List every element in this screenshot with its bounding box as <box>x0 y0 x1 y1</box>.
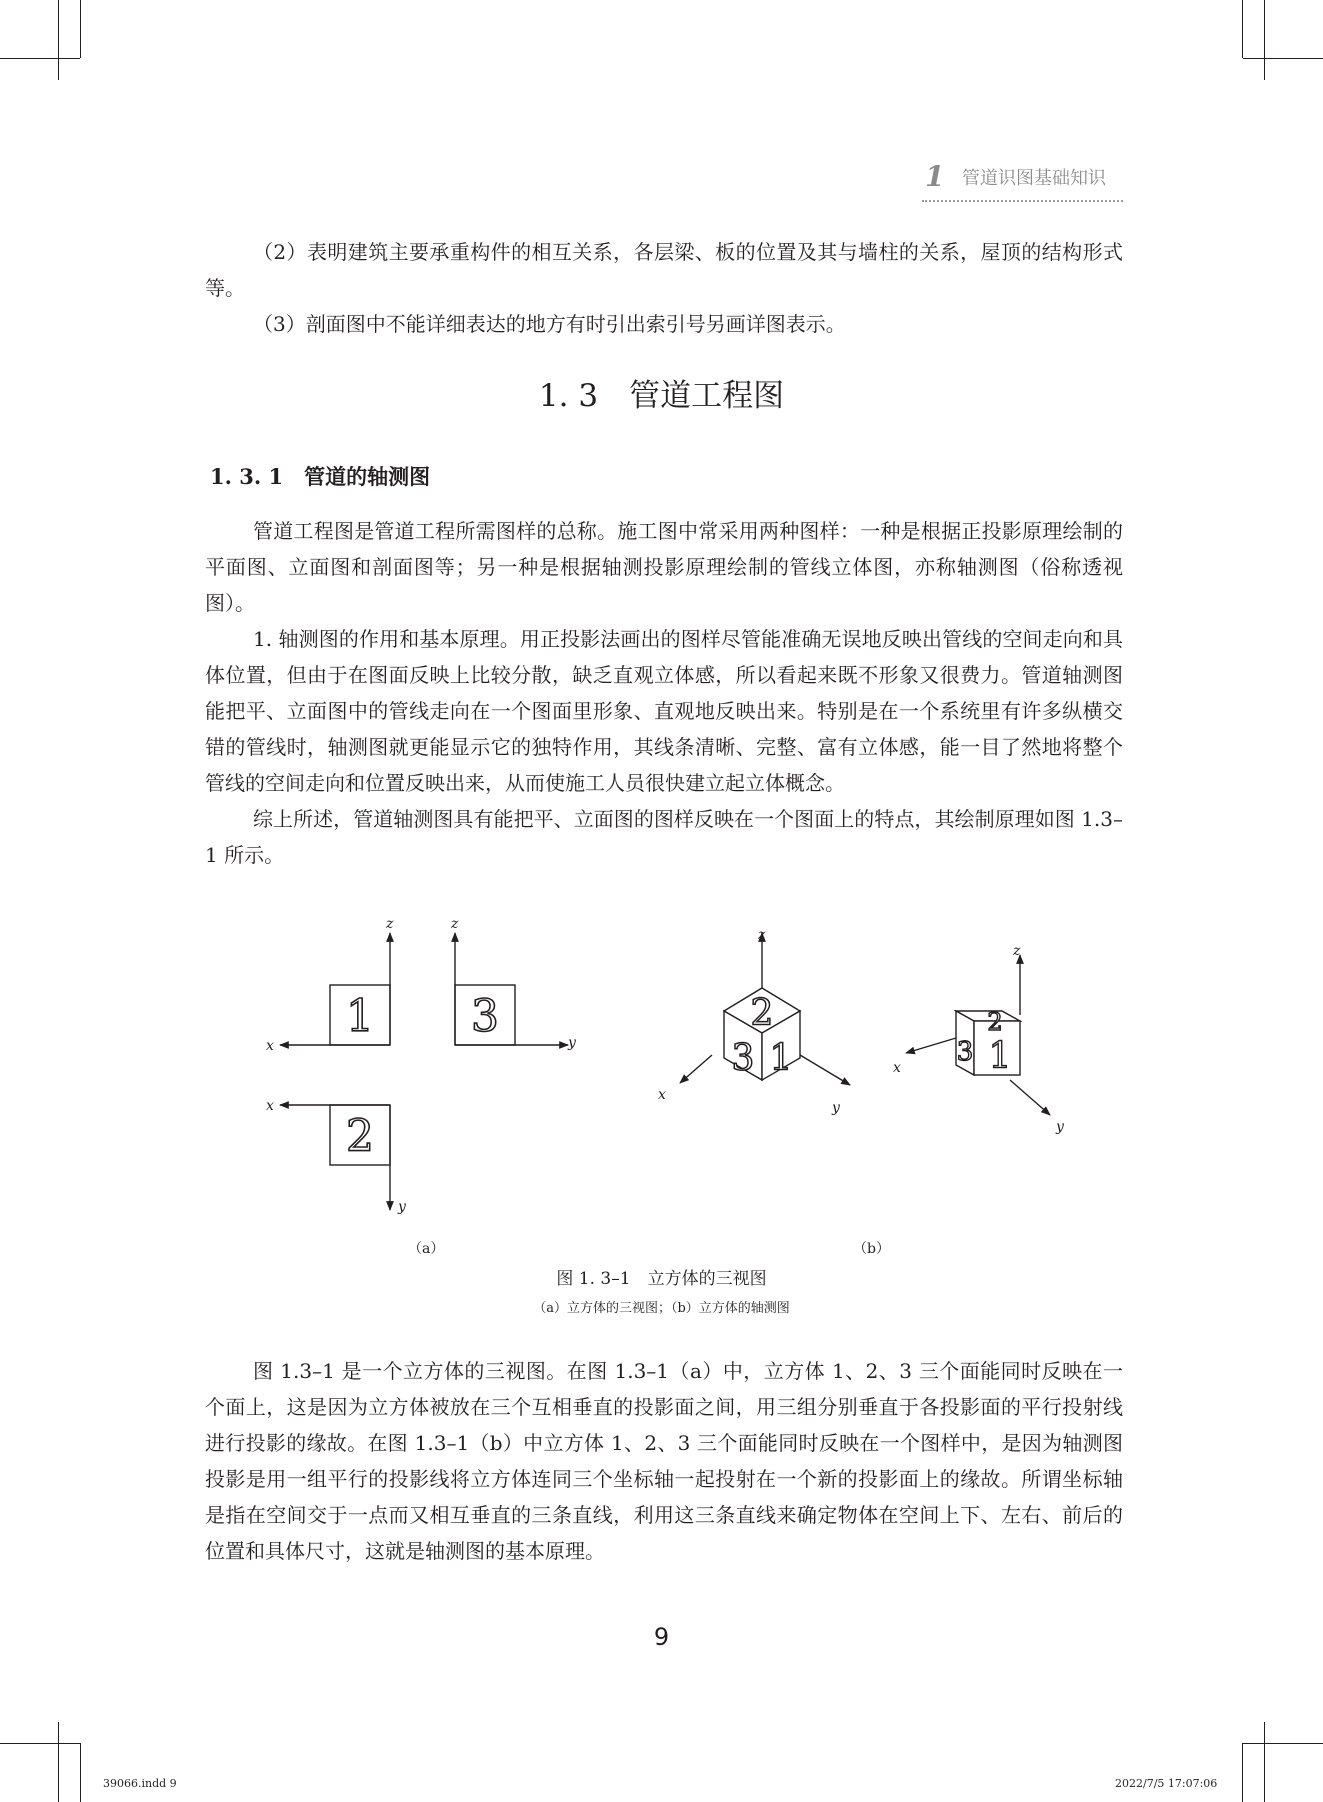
section-title: 1. 3 管道工程图 <box>538 378 785 414</box>
body1-paragraph-3: 综上所述，管道轴测图具有能把平、立面图的图样反映在一个图面上的特点，其绘制原理如图 1.3–1 所示。 <box>205 807 1123 867</box>
axis-label-x-a2: x <box>266 1098 274 1114</box>
page-number: 9 <box>653 1623 670 1651</box>
intro-paragraph-3: （3）剖面图中不能详细表达的地方有时引出索引号另画详图表示。 <box>253 312 846 336</box>
slug-filename: 39066.indd 9 <box>103 1777 177 1790</box>
face-label-1-b2: 1 <box>988 1036 1012 1077</box>
face-label-2-b2: 2 <box>987 1008 1003 1036</box>
figure-caption: 图 1. 3–1 立方体的三视图 <box>556 1269 767 1289</box>
cube-projection-figure <box>250 905 1100 1225</box>
subsection-title: 1. 3. 1 管道的轴测图 <box>210 464 431 489</box>
body1-paragraph-1: 管道工程图是管道工程所需图样的总称。施工图中常采用两种图样：一种是根据正投影原理绘制的平面图、立面图和剖面图等；另一种是根据轴测投影原理绘制的管线立体图，亦称轴测图（俗称透视图）。 <box>205 519 1123 615</box>
body2-paragraph-1: 图 1.3–1 是一个立方体的三视图。在图 1.3–1（a）中，立方体 1、2、3 三个面能同时反映在一个面上，这是因为立方体被放在三个互相垂直的投影面之间，用三组分别垂直于各投影面的平行投射线进行投影的缘故。在图 1.3–1（b）中立方体 1、2、3 三个面能同时反映在一个图样中，是因为轴测图投影是用一组平行的投影线将立方体连同三个坐标轴一起投射在一个新的投影面上的缘故。所谓坐标轴是指在空间交于一点而又相互垂直的三条直线，利用这三条直线来确定物体在空间上下、左右、前后的位置和具体尺寸，这就是轴测图的基本原理。 <box>205 1359 1123 1563</box>
axis-label-z-a1: z <box>386 916 394 932</box>
axis-label-x-a1: x <box>266 1038 274 1054</box>
face-label-2-a: 2 <box>346 1111 374 1162</box>
body-text-2 <box>205 1353 1123 1569</box>
three-view-diagram <box>280 933 568 1210</box>
axis-label-x-b1: x <box>658 1087 666 1103</box>
header-rule <box>922 200 1123 202</box>
face-label-3-a: 3 <box>471 991 499 1042</box>
axis-label-z-b2: z <box>1013 943 1021 959</box>
slug-timestamp: 2022/7/5 17:07:06 <box>1115 1777 1218 1790</box>
face-label-3-b1: 3 <box>731 1038 755 1079</box>
chapter-title: 管道识图基础知识 <box>962 168 1106 189</box>
axis-label-y-a1: y <box>568 1035 576 1051</box>
figure-subcaption: （a）立方体的三视图；（b）立方体的轴测图 <box>533 1301 790 1316</box>
axis-label-y-a2: y <box>398 1199 406 1215</box>
face-label-2-b1: 2 <box>750 993 774 1034</box>
axis-label-y-b2: y <box>1056 1119 1064 1135</box>
intro-paragraph-2: （2）表明建筑主要承重构件的相互关系，各层梁、板的位置及其与墙柱的关系，屋顶的结构形式等。 <box>205 240 1123 300</box>
subfigure-label-a: （a） <box>408 1241 445 1257</box>
body-text-1 <box>205 513 1123 873</box>
axis-label-x-b2: x <box>893 1060 901 1076</box>
face-label-1-b1: 1 <box>769 1038 793 1079</box>
axis-label-z-b1: z <box>758 927 766 943</box>
axis-label-z-a2: z <box>451 916 459 932</box>
face-label-1-a: 1 <box>346 991 374 1042</box>
oblique-cube-2 <box>906 955 1050 1115</box>
face-label-3-b2: 3 <box>956 1037 974 1067</box>
subfigure-label-b: （b） <box>853 1241 890 1257</box>
axis-label-y-b1: y <box>832 1100 840 1116</box>
body1-paragraph-2: 1. 轴测图的作用和基本原理。用正投影法画出的图样尽管能准确无误地反映出管线的空间走向和具体位置，但由于在图面反映上比较分散，缺乏直观立体感，所以看起来既不形象又很费力。管道轴测图能把平、立面图中的管线走向在一个图面里形象、直观地反映出来。特别是在一个系统里有许多纵横交错的管线时，轴测图就更能显示它的独特作用，其线条清晰、完整、富有立体感，能一目了然地将整个管线的空间走向和位置反映出来，从而使施工人员很快建立起立体概念。 <box>205 627 1123 795</box>
chapter-number: 1 <box>925 160 945 193</box>
intro-text <box>205 234 1123 342</box>
